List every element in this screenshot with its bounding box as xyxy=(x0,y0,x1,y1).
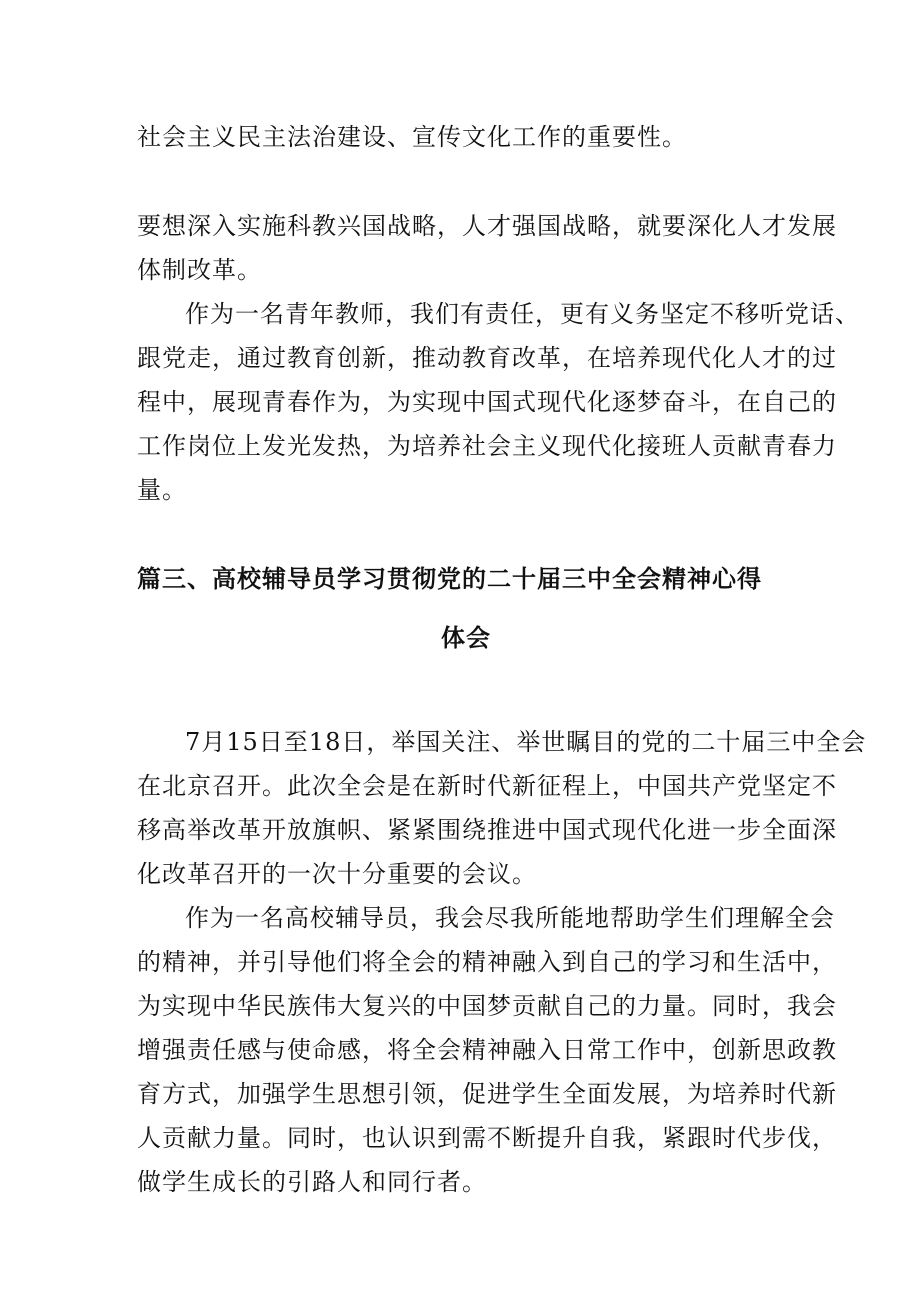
paragraph-line: 做学生成长的引路人和同行者。 xyxy=(137,1168,487,1196)
paragraph-line: 体制改革。 xyxy=(137,256,262,284)
paragraph-line: 的精神，并引导他们将全会的精神融入到自己的学习和生活中， xyxy=(137,948,837,976)
section-title: 篇三、高校辅导员学习贯彻党的二十届三中全会精神心得 xyxy=(137,564,762,593)
paragraph-line: 在北京召开。此次全会是在新时代新征程上，中国共产党坚定不 xyxy=(137,772,837,800)
paragraph-line: 移高举改革开放旗帜、紧紧围绕推进中国式现代化进一步全面深 xyxy=(137,816,837,844)
paragraph-line: 育方式，加强学生思想引领，促进学生全面发展，为培养时代新 xyxy=(137,1080,837,1108)
paragraph-line: 人贡献力量。同时，也认识到需不断提升自我，紧跟时代步伐， xyxy=(137,1124,837,1152)
paragraph-line: 量。 xyxy=(137,476,187,504)
paragraph-line: 作为一名青年教师，我们有责任，更有义务坚定不移听党话、 xyxy=(185,300,860,328)
paragraph-line: 工作岗位上发光发热，为培养社会主义现代化接班人贡献青春力 xyxy=(137,432,837,460)
section-title-continued: 体会 xyxy=(441,623,491,652)
paragraph-line: 要想深入实施科教兴国战略，人才强国战略，就要深化人才发展 xyxy=(137,212,837,240)
paragraph-line: 跟党走，通过教育创新，推动教育改革，在培养现代化人才的过 xyxy=(137,344,837,372)
paragraph-line: 作为一名高校辅导员，我会尽我所能地帮助学生们理解全会 xyxy=(185,904,835,932)
paragraph-line: 化改革召开的一次十分重要的会议。 xyxy=(137,860,537,888)
paragraph-line: 程中，展现青春作为，为实现中国式现代化逐梦奋斗，在自己的 xyxy=(137,388,837,416)
paragraph-line: 为实现中华民族伟大复兴的中国梦贡献自己的力量。同时，我会 xyxy=(137,992,837,1020)
paragraph-line: 7月15日至18日，举国关注、举世瞩目的党的二十届三中全会 xyxy=(185,728,867,756)
paragraph-line: 增强责任感与使命感，将全会精神融入日常工作中，创新思政教 xyxy=(137,1036,837,1064)
paragraph-line: 社会主义民主法治建设、宣传文化工作的重要性。 xyxy=(137,123,687,151)
